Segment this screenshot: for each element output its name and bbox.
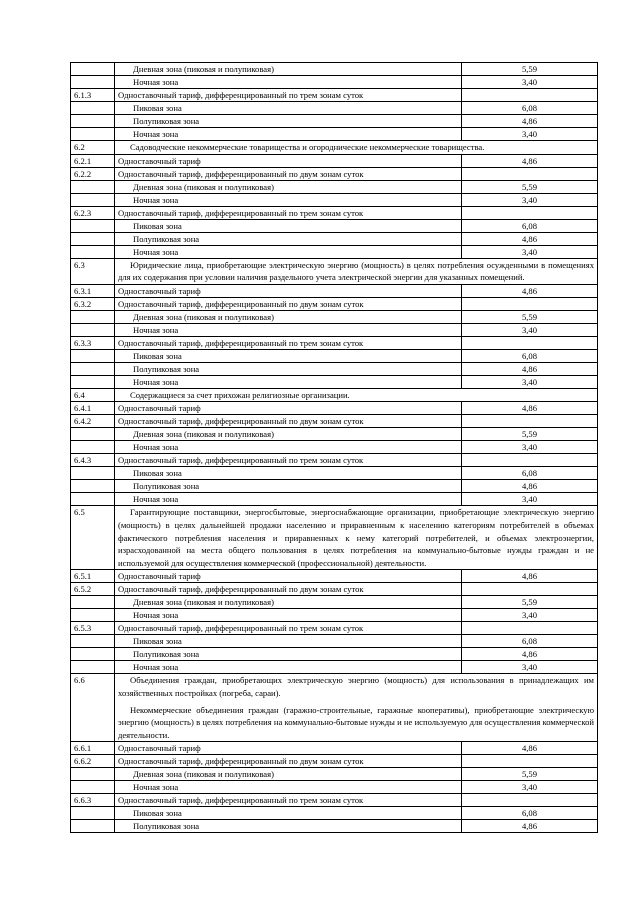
zone-label: Полупиковая зона [115,362,462,375]
item-code [71,441,115,454]
tariff-item-row [71,154,598,167]
tariff-label: Одноставочный тариф, дифференцированный по трем зонам суток [115,89,462,102]
item-code: 6.6.3 [71,794,115,807]
tariff-item-row [71,622,598,635]
item-code [71,128,115,141]
section-description [115,141,598,155]
tariff-value: 3,40 [462,441,598,454]
zone-label: Пиковая зона [115,219,462,232]
tariff-document [70,62,598,833]
zone-row [71,375,598,388]
zone-row [71,349,598,362]
zone-label: Дневная зона (пиковая и полупиковая) [115,428,462,441]
item-code [71,362,115,375]
tariff-item-row [71,297,598,310]
item-code [71,245,115,258]
tariff-value [462,297,598,310]
item-code [71,635,115,648]
tariff-value: 6,08 [462,635,598,648]
tariff-value: 3,40 [462,76,598,89]
section-description [115,258,598,284]
section-description [115,388,598,402]
zone-row [71,128,598,141]
zone-label: Полупиковая зона [115,232,462,245]
item-code [71,349,115,362]
section-paragraph: Гарантирующие поставщики, энергосбытовые, энергоснабжающие организации, приобретающие электрическую энергию (мощность) в целях дальнейшей продажи населению и приравненным к населению категориям потребителей в объемах фактического потребления населения и приравненных к нему категорий потребителей, и объемах электроэнергии, израсходованной на места общего пользования в целях потребления на коммунально-бытовые нужды граждан и не используемой для осуществления коммерческой (профессиональной) деятельности. [118,507,594,568]
zone-row [71,63,598,76]
tariff-value: 4,86 [462,648,598,661]
tariff-item-row [71,742,598,755]
tariff-value: 4,86 [462,362,598,375]
zone-label: Пиковая зона [115,635,462,648]
zone-row [71,76,598,89]
section-description [115,506,598,570]
item-code: 6.2 [71,141,115,155]
tariff-value: 4,86 [462,742,598,755]
item-code: 6.1.3 [71,89,115,102]
zone-row [71,493,598,506]
tariff-item-row [71,336,598,349]
section-row [71,388,598,402]
zone-row [71,596,598,609]
item-code [71,428,115,441]
zone-row [71,232,598,245]
tariff-value: 3,40 [462,375,598,388]
item-code: 6.6 [71,674,115,742]
zone-row [71,115,598,128]
tariff-label: Одноставочный тариф [115,284,462,297]
tariff-value: 3,40 [462,493,598,506]
item-code: 6.5.3 [71,622,115,635]
tariff-value [462,167,598,180]
item-code: 6.5 [71,506,115,570]
tariff-value: 3,40 [462,661,598,674]
zone-label: Ночная зона [115,441,462,454]
item-code [71,781,115,794]
tariff-item-row [71,89,598,102]
tariff-value: 5,59 [462,596,598,609]
zone-row [71,102,598,115]
tariff-value [462,583,598,596]
item-code [71,310,115,323]
item-code: 6.6.2 [71,755,115,768]
item-code [71,115,115,128]
zone-row [71,661,598,674]
tariff-value: 4,86 [462,480,598,493]
item-code: 6.2.1 [71,154,115,167]
zone-row [71,441,598,454]
tariff-item-row [71,570,598,583]
tariff-value: 4,86 [462,570,598,583]
zone-row [71,323,598,336]
zone-label: Дневная зона (пиковая и полупиковая) [115,768,462,781]
tariff-value: 3,40 [462,193,598,206]
section-paragraph: Объединения граждан, приобретающих электрическую энергию (мощность) для использования в принадлежащих им хозяйственных постройках (погреба, сараи). [118,675,594,698]
zone-label: Ночная зона [115,128,462,141]
tariff-value: 5,59 [462,768,598,781]
tariff-value: 5,59 [462,180,598,193]
zone-row [71,820,598,833]
item-code [71,807,115,820]
tariff-value: 4,86 [462,232,598,245]
zone-row [71,428,598,441]
section-row [71,506,598,570]
zone-row [71,467,598,480]
tariff-label: Одноставочный тариф, дифференцированный по трем зонам суток [115,206,462,219]
zone-label: Пиковая зона [115,102,462,115]
section-paragraph: Содержащиеся за счет прихожан религиозные организации. [130,389,350,400]
tariff-item-row [71,284,598,297]
tariff-label: Одноставочный тариф [115,570,462,583]
item-code: 6.5.2 [71,583,115,596]
tariff-value: 3,40 [462,128,598,141]
tariff-value: 5,59 [462,310,598,323]
section-paragraph: Юридические лица, приобретающие электрическую энергию (мощность) в целях потребления осужденными в помещениях для их содержания при условии наличия раздельного учета электрической энергии для указанных помещений. [118,259,594,283]
tariff-item-row [71,755,598,768]
zone-row [71,609,598,622]
zone-row [71,310,598,323]
item-code [71,180,115,193]
item-code [71,467,115,480]
tariff-value: 3,40 [462,323,598,336]
zone-label: Ночная зона [115,781,462,794]
item-code [71,609,115,622]
zone-label: Ночная зона [115,493,462,506]
tariff-item-row [71,206,598,219]
item-code: 6.2.2 [71,167,115,180]
section-row [71,258,598,284]
tariff-value: 4,86 [462,402,598,415]
tariff-value: 6,08 [462,467,598,480]
zone-row [71,648,598,661]
item-code [71,661,115,674]
tariff-value: 3,40 [462,781,598,794]
tariff-value: 5,59 [462,63,598,76]
section-row [71,674,598,742]
tariff-value [462,206,598,219]
tariff-label: Одноставочный тариф, дифференцированный по двум зонам суток [115,415,462,428]
zone-row [71,480,598,493]
tariff-value: 4,86 [462,820,598,833]
tariff-value [462,89,598,102]
tariff-value: 6,08 [462,102,598,115]
tariff-value: 4,86 [462,115,598,128]
tariff-value [462,622,598,635]
zone-row [71,180,598,193]
item-code: 6.4.3 [71,454,115,467]
tariff-value [462,794,598,807]
item-code [71,232,115,245]
item-code: 6.4.1 [71,402,115,415]
tariff-label: Одноставочный тариф [115,402,462,415]
tariff-label: Одноставочный тариф, дифференцированный по трем зонам суток [115,336,462,349]
tariff-label: Одноставочный тариф [115,742,462,755]
tariff-label: Одноставочный тариф, дифференцированный по трем зонам суток [115,454,462,467]
zone-label: Ночная зона [115,193,462,206]
tariff-item-row [71,794,598,807]
zone-row [71,219,598,232]
tariff-value: 6,08 [462,349,598,362]
item-code [71,820,115,833]
item-code: 6.5.1 [71,570,115,583]
item-code: 6.3 [71,258,115,284]
tariff-value [462,415,598,428]
zone-label: Дневная зона (пиковая и полупиковая) [115,310,462,323]
tariff-value [462,755,598,768]
item-code [71,102,115,115]
item-code [71,63,115,76]
item-code: 6.3.2 [71,297,115,310]
zone-label: Дневная зона (пиковая и полупиковая) [115,63,462,76]
zone-label: Ночная зона [115,609,462,622]
zone-label: Полупиковая зона [115,648,462,661]
tariff-label: Одноставочный тариф, дифференцированный по двум зонам суток [115,755,462,768]
item-code [71,648,115,661]
zone-label: Ночная зона [115,245,462,258]
tariff-value: 4,86 [462,284,598,297]
tariff-label: Одноставочный тариф, дифференцированный по трем зонам суток [115,622,462,635]
zone-row [71,635,598,648]
item-code [71,375,115,388]
zone-row [71,362,598,375]
item-code [71,76,115,89]
zone-label: Ночная зона [115,661,462,674]
zone-label: Дневная зона (пиковая и полупиковая) [115,596,462,609]
zone-row [71,807,598,820]
zone-label: Пиковая зона [115,807,462,820]
item-code [71,219,115,232]
zone-label: Пиковая зона [115,467,462,480]
tariff-item-row [71,415,598,428]
zone-label: Пиковая зона [115,349,462,362]
section-description [115,674,598,742]
tariff-table-body [71,63,598,833]
zone-label: Ночная зона [115,375,462,388]
item-code [71,480,115,493]
tariff-value: 4,86 [462,154,598,167]
tariff-label: Одноставочный тариф, дифференцированный по двум зонам суток [115,297,462,310]
item-code [71,493,115,506]
tariff-label: Одноставочный тариф, дифференцированный по трем зонам суток [115,794,462,807]
zone-label: Полупиковая зона [115,480,462,493]
zone-label: Полупиковая зона [115,115,462,128]
item-code [71,193,115,206]
zone-label: Ночная зона [115,323,462,336]
tariff-value [462,454,598,467]
tariff-value: 5,59 [462,428,598,441]
tariff-item-row [71,167,598,180]
item-code [71,596,115,609]
section-row [71,141,598,155]
tariff-label: Одноставочный тариф, дифференцированный по двум зонам суток [115,167,462,180]
zone-row [71,245,598,258]
item-code [71,323,115,336]
zone-row [71,768,598,781]
item-code: 6.6.1 [71,742,115,755]
item-code: 6.3.3 [71,336,115,349]
tariff-item-row [71,583,598,596]
tariff-value: 3,40 [462,245,598,258]
tariff-label: Одноставочный тариф, дифференцированный по двум зонам суток [115,583,462,596]
item-code: 6.2.3 [71,206,115,219]
tariff-value: 6,08 [462,807,598,820]
zone-row [71,193,598,206]
zone-label: Дневная зона (пиковая и полупиковая) [115,180,462,193]
tariff-label: Одноставочный тариф [115,154,462,167]
tariff-item-row [71,454,598,467]
tariff-value: 3,40 [462,609,598,622]
item-code: 6.4.2 [71,415,115,428]
section-paragraph: Садоводческие некоммерческие товарищества и огороднические некоммерческие товарищества. [130,142,485,152]
zone-row [71,781,598,794]
tariff-value [462,336,598,349]
tariff-table [70,62,598,833]
tariff-value: 6,08 [462,219,598,232]
item-code: 6.3.1 [71,284,115,297]
item-code: 6.4 [71,388,115,402]
zone-label: Полупиковая зона [115,820,462,833]
tariff-item-row [71,402,598,415]
zone-label: Ночная зона [115,76,462,89]
item-code [71,768,115,781]
section-paragraph: Некоммерческие объединения граждан (гаражно-строительные, гаражные кооперативы), приобретающие электрическую энергию (мощность) в целях потребления на коммунально-бытовые нужды и не используемую для осуществления коммерческой деятельности. [118,704,594,740]
